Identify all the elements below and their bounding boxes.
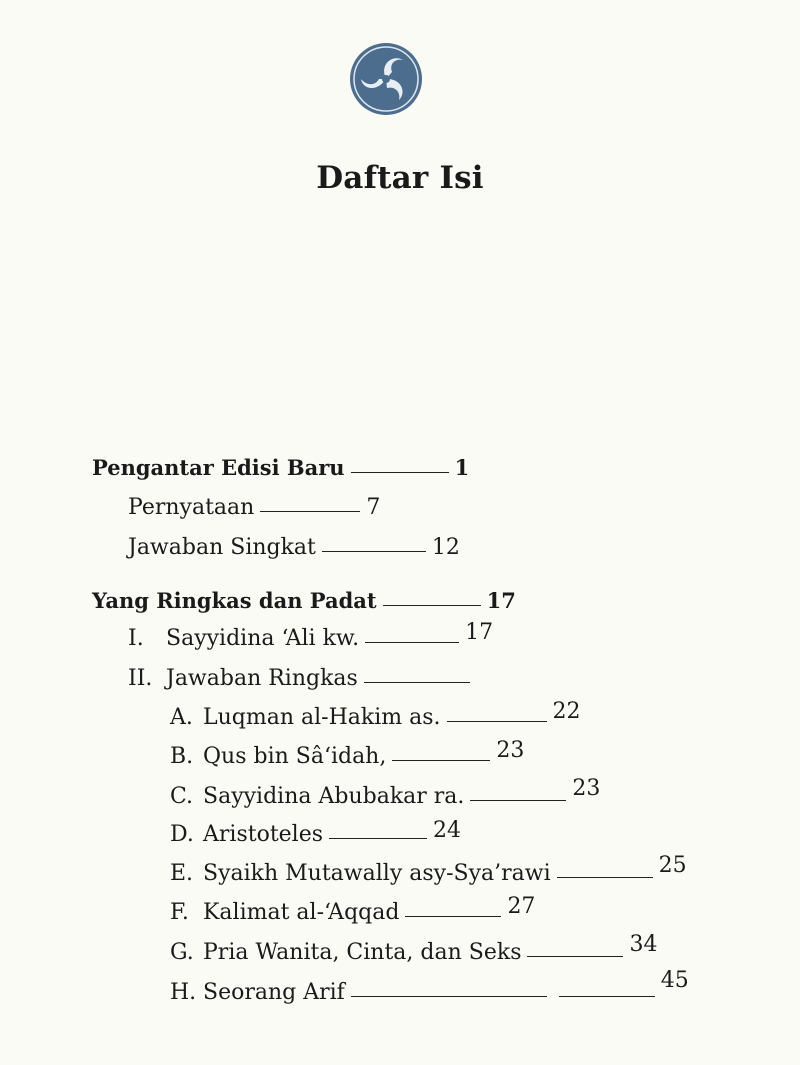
toc-entry-page: 24 bbox=[433, 818, 462, 843]
toc-entry[interactable] bbox=[170, 699, 581, 730]
toc-entry-page: 23 bbox=[572, 776, 601, 801]
leader-line bbox=[364, 682, 470, 683]
toc-entry-number: H. bbox=[170, 980, 197, 1005]
toc-entry[interactable] bbox=[170, 968, 689, 1005]
toc-entry[interactable] bbox=[128, 620, 494, 651]
page-title: Daftar Isi bbox=[316, 160, 484, 196]
toc-entry-number: G. bbox=[170, 940, 194, 965]
toc-entry[interactable] bbox=[170, 776, 601, 809]
toc-entry-label: Qus bin Sâ‘idah, bbox=[203, 744, 387, 769]
toc-entry-page: 7 bbox=[366, 495, 381, 520]
leader-line bbox=[405, 916, 501, 917]
toc-entry-label: Luqman al-Hakim as. bbox=[203, 705, 441, 730]
toc-entry-label: Aristoteles bbox=[203, 822, 324, 847]
toc-entry[interactable] bbox=[170, 738, 525, 769]
toc-entry-page: 27 bbox=[507, 894, 536, 919]
leader-line bbox=[559, 996, 655, 997]
leader-line bbox=[447, 721, 547, 722]
leader-line bbox=[383, 605, 481, 606]
leader-line bbox=[329, 838, 427, 839]
toc-entry-label: Pria Wanita, Cinta, dan Seks bbox=[203, 940, 522, 965]
toc-entry[interactable] bbox=[92, 455, 469, 480]
leader-line bbox=[260, 511, 360, 512]
leader-line bbox=[351, 472, 449, 473]
toc-entry-page: 25 bbox=[658, 853, 687, 878]
toc-entry-page: 12 bbox=[431, 535, 460, 560]
toc-entry[interactable] bbox=[92, 588, 516, 613]
toc-entry-label: Sayyidina Abubakar ra. bbox=[203, 784, 465, 809]
toc-entry-page: 34 bbox=[629, 932, 658, 957]
toc-entry[interactable] bbox=[170, 818, 462, 847]
toc-entry[interactable] bbox=[170, 894, 536, 925]
toc-entry-label: Pengantar Edisi Baru bbox=[92, 455, 345, 480]
toc-entry-number: F. bbox=[170, 900, 189, 925]
toc-entry-page: 1 bbox=[454, 455, 470, 480]
toc-entry-number: B. bbox=[170, 744, 194, 769]
toc-entry-number: E. bbox=[170, 861, 194, 886]
leader-line bbox=[351, 996, 547, 997]
toc-entry-number: A. bbox=[170, 705, 193, 730]
toc-entry[interactable] bbox=[170, 932, 658, 965]
toc-entry-label: Kalimat al-‘Aqqad bbox=[203, 900, 400, 925]
leader-line bbox=[557, 877, 653, 878]
toc-entry-label: Jawaban Singkat bbox=[128, 535, 316, 560]
triple-swirl-emblem-icon bbox=[349, 42, 423, 116]
toc-entry-number: D. bbox=[170, 822, 194, 847]
toc-entry-label: Sayyidina ‘Ali kw. bbox=[166, 626, 360, 651]
toc-entry-label: Pernyataan bbox=[128, 495, 255, 520]
toc-entry-page: 17 bbox=[486, 588, 516, 613]
toc-entry[interactable] bbox=[128, 666, 476, 691]
leader-line bbox=[470, 800, 566, 801]
toc-entry[interactable] bbox=[128, 535, 460, 560]
toc-entry-label: Yang Ringkas dan Padat bbox=[92, 588, 377, 613]
toc-entry-page: 45 bbox=[660, 968, 689, 993]
toc-entry-page: 22 bbox=[552, 699, 581, 724]
leader-line bbox=[365, 642, 459, 643]
leader-line bbox=[527, 956, 623, 957]
toc-entry-label: Seorang Arif bbox=[203, 980, 345, 1005]
toc-entry-number: C. bbox=[170, 784, 194, 809]
toc-entry-number: II. bbox=[128, 666, 153, 691]
toc-entry-label: Syaikh Mutawally asy-Sya’rawi bbox=[203, 861, 551, 886]
toc-entry-page: 17 bbox=[465, 620, 494, 645]
toc-entry-label: Jawaban Ringkas bbox=[166, 666, 358, 691]
leader-line bbox=[392, 760, 490, 761]
toc-entry-page: 23 bbox=[496, 738, 525, 763]
toc-entry-number: I. bbox=[128, 626, 144, 651]
toc-entry[interactable] bbox=[170, 853, 687, 886]
toc-entry[interactable] bbox=[128, 495, 380, 520]
leader-line bbox=[322, 551, 426, 552]
